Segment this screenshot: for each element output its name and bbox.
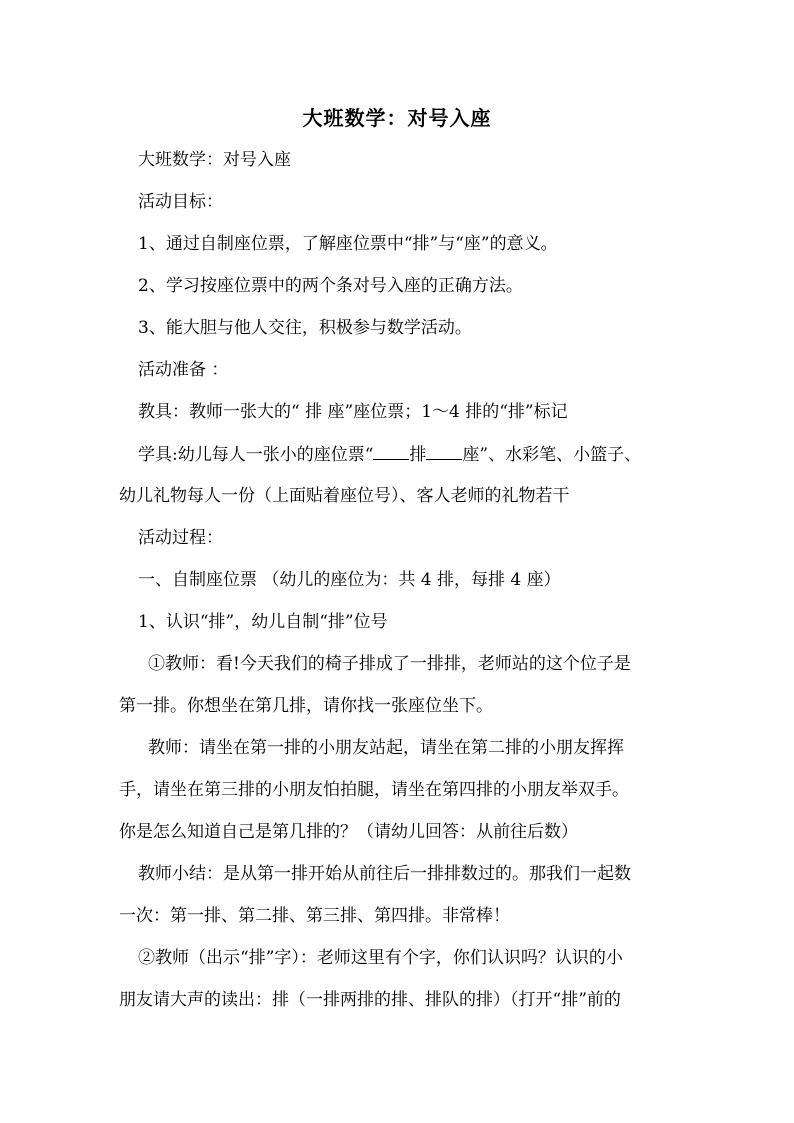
paragraph-prep-heading: 活动准备 ： bbox=[138, 360, 229, 380]
learning-aids-prefix: 学具:幼儿每人一张小的座位票“ bbox=[138, 445, 374, 465]
paragraph-goal-3: 3、能大胆与他人交往，积极参与数学活动。 bbox=[138, 318, 472, 338]
paragraph-step-1: 一、自制座位票 （幼儿的座位为：共 4 排，每排 4 座） bbox=[138, 570, 561, 590]
paragraph-goals-heading: 活动目标： bbox=[138, 192, 223, 212]
paragraph-teacher-2-cont: 手，请坐在第三排的小朋友怕拍腿，请坐在第四排的小朋友举双手。 bbox=[119, 780, 629, 800]
paragraph-teacher-1-cont: 第一排。你想坐在第几排，请你找一张座位坐下。 bbox=[119, 696, 493, 716]
paragraph-teacher-2-cont2: 你是怎么知道自己是第几排的？（请幼儿回答：从前往后数） bbox=[119, 822, 578, 842]
blank-line bbox=[373, 441, 409, 460]
blank-line bbox=[426, 441, 462, 460]
paragraph-teacher-2: 教师：请坐在第一排的小朋友站起，请坐在第二排的小朋友挥挥 bbox=[148, 738, 624, 758]
paragraph-teacher-1: ①教师：看!今天我们的椅子排成了一排排，老师站的这个位子是 bbox=[148, 654, 631, 674]
learning-aids-row-label: 排 bbox=[409, 445, 427, 465]
paragraph-goal-2: 2、学习按座位票中的两个条对号入座的正确方法。 bbox=[138, 276, 523, 296]
paragraph-step-1-1: 1、认识“排”，幼儿自制“排”位号 bbox=[138, 612, 388, 632]
learning-aids-suffix: 座”、水彩笔、小篮子、 bbox=[462, 445, 642, 465]
paragraph-learning-aids-cont: 幼儿礼物每人一份（上面贴着座位号）、客人老师的礼物若干 bbox=[119, 486, 570, 506]
paragraph-summary-cont: 一次：第一排、第二排、第三排、第四排。非常棒！ bbox=[119, 906, 510, 926]
paragraph-process-heading: 活动过程： bbox=[138, 528, 223, 548]
paragraph-teacher-3: ②教师（出示“排”字）：老师这里有个字，你们认识吗？认识的小 bbox=[138, 948, 623, 968]
paragraph-teacher-3-cont: 朋友请大声的读出：排（一排两排的排、排队的排）（打开“排”前的 bbox=[119, 990, 621, 1010]
paragraph-goal-1: 1、通过自制座位票，了解座位票中“排”与“座”的意义。 bbox=[138, 234, 558, 254]
paragraph-summary: 教师小结：是从第一排开始从前往后一排排数过的。那我们一起数 bbox=[138, 864, 631, 884]
paragraph-subtitle: 大班数学：对号入座 bbox=[138, 150, 291, 170]
paragraph-teaching-aids: 教具：教师一张大的“ 排 座”座位票；1～4 排的“排”标记 bbox=[138, 402, 568, 422]
paragraph-learning-aids bbox=[138, 441, 698, 468]
document-title: 大班数学：对号入座 bbox=[302, 106, 492, 130]
